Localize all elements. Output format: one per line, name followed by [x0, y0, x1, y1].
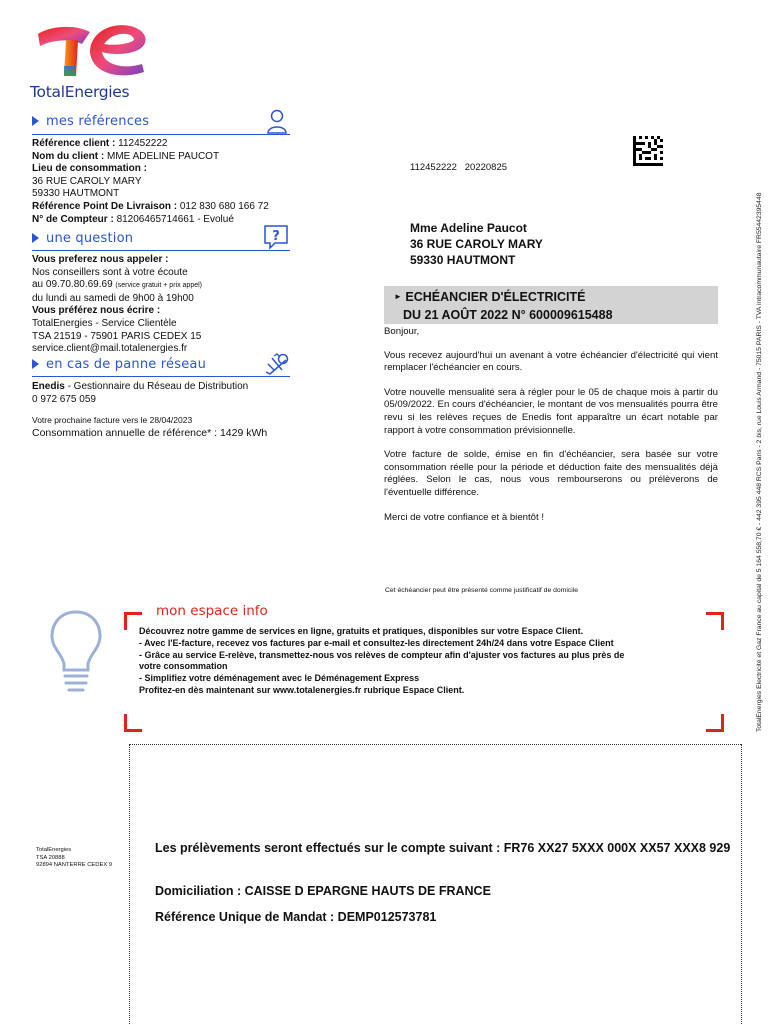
letter-paragraph-1: Vous recevez aujourd'hui un avenant à votre échéancier d'électricité qui vient remplacer l'échéancier en cours. [384, 349, 718, 374]
letter-paragraph-3: Votre facture de solde, émise en fin d'échéancier, sera basée sur votre consommation réelle pour la période et déduction faite des mensualités déjà réglées. Selon le cas, nous vous rembourserons ou prélèverons de l'éventuelle différence. [384, 449, 718, 498]
person-icon [266, 108, 288, 134]
meter-value: 81206465714661 - Evolué [116, 213, 234, 225]
return-address-line1: TotalEnergies [36, 847, 72, 853]
write-email: service.client@mail.totalenergies.fr [32, 343, 188, 355]
call-phone-note: (service gratuit + prix appel) [115, 282, 202, 290]
consumption-place-label: Lieu de consommation : [32, 163, 148, 175]
letter-paragraph-4: Merci de votre confiance et à bientôt ! [384, 511, 544, 523]
provider-phone: 0 972 675 059 [32, 393, 96, 405]
letter-paragraph-2: Votre nouvelle mensualité sera à régler pour le 05 de chaque mois à partir du 05/09/2022. En cours d'échéancier, le montant de vos mensualités pourra être revu si les relèves reçues de Enedis font apparaître un écart notable par rapport à votre consommation prévisionnelle. [384, 386, 718, 436]
schedule-banner [384, 286, 718, 324]
bank-mandate: Référence Unique de Mandat : DEMP012573781 [155, 910, 437, 924]
client-ref-label: Référence client : [32, 138, 116, 149]
brand-name: TotalEnergies [30, 83, 130, 101]
call-line1: Nos conseillers sont à votre écoute [32, 266, 188, 278]
espace-info-line5: Profitez-en dès maintenant sur www.totalenergies.fr rubrique Espace Client. [139, 684, 465, 695]
delivery-point-label: Référence Point De Livraison : [32, 200, 178, 212]
provider-name: Enedis [32, 381, 65, 392]
frame-corner-br [706, 714, 724, 732]
provider-desc: - Gestionnaire du Réseau de Distribution [64, 381, 249, 392]
question-title: une question [32, 231, 133, 246]
outage-title: en cas de panne réseau [32, 357, 206, 372]
question-divider [32, 250, 290, 251]
write-label: Vous préférez nous écrire : [32, 305, 161, 317]
references-title: mes références [32, 114, 149, 129]
annual-consumption: Consommation annuelle de référence* : 1429 kWh [32, 427, 268, 439]
return-address-line3: 92894 NANTERRE CEDEX 9 [36, 862, 113, 868]
client-ref-value: 112452222 [118, 138, 168, 149]
recipient-address [410, 220, 543, 268]
write-line2: TSA 21519 - 75901 PARIS CEDEX 15 [32, 330, 202, 342]
logo-swoosh-icon [30, 18, 155, 80]
frame-corner-bl [124, 714, 142, 732]
tear-line-vertical-right [741, 744, 742, 1024]
tear-line-vertical [129, 745, 130, 1024]
svg-text:?: ? [272, 229, 280, 244]
return-address [36, 847, 112, 870]
recipient-city: 59330 HAUTMONT [410, 253, 516, 267]
document-codes: 112452222 20220825 [410, 162, 508, 173]
totalenergies-logo [30, 18, 155, 100]
write-line1: TotalEnergies - Service Clientèle [32, 317, 177, 329]
outage-block [32, 381, 292, 406]
espace-info-line4: - Simplifiez votre déménagement avec le Déménagement Express [139, 673, 420, 684]
return-address-line2: TSA 20888 [36, 854, 65, 861]
meter-label: N° de Compteur : [32, 213, 114, 225]
question-block [32, 254, 292, 356]
delivery-point-value: 012 830 680 166 72 [179, 200, 269, 212]
bank-debit-line: Les prélèvements seront effectués sur le compte suivant : FR76 XX27 5XXX 000X XX57 XXX8 929 [155, 841, 731, 855]
outage-divider [32, 376, 290, 377]
consumption-address-line1: 36 RUE CAROLY MARY [32, 175, 142, 187]
espace-info-text [139, 626, 709, 697]
espace-info-line2: - Avec l'E-facture, recevez vos factures par e-mail et consultez-les directement 24h/24 dans votre Espace Client [139, 637, 614, 648]
banner-arrow-icon: ► [394, 292, 402, 301]
next-bill: Votre prochaine facture vers le 28/04/2023 [32, 415, 193, 425]
banner-title-line2: DU 21 AOÛT 2022 N° 600009615488 [403, 308, 613, 322]
espace-info-line3a: - Grâce au service E-relève, transmettez-nous vos relèves de compteur afin d'ajuster vos factures au plus près de [139, 649, 625, 660]
letter-greeting: Bonjour, [384, 326, 420, 337]
question-bubble-icon [263, 224, 289, 250]
references-divider [32, 134, 290, 135]
banner-title-line1: ECHÉANCIER D'ÉLECTRICITÉ [405, 290, 586, 304]
client-name-value: MME ADELINE PAUCOT [107, 150, 220, 162]
datamatrix-code-icon [633, 136, 663, 166]
client-name-label: Nom du client : [32, 150, 105, 162]
bank-domiciliation: Domiciliation : CAISSE D EPARGNE HAUTS DE FRANCE [155, 884, 491, 898]
triangle-icon [32, 359, 39, 369]
letter-footnote: Cet échéancier peut être présenté comme justificatif de domicile [385, 587, 579, 594]
recipient-street: 36 RUE CAROLY MARY [410, 237, 543, 251]
call-label: Vous preferez nous appeler : [32, 254, 169, 265]
legal-sidebar: TotalEnergies Electricité et Gaz France au capital de 5 164 558,70 € - 442 395 448 RCS Paris - 2 bis, rue Louis Armand - 75015 PARIS - TVA intracommunautaire FR55442395448 [756, 192, 763, 732]
tear-line-horizontal [129, 744, 741, 745]
references-block [32, 138, 292, 226]
espace-info-title: mon espace info [150, 603, 274, 619]
espace-info-line1: Découvrez notre gamme de services en ligne, gratuits et pratiques, disponibles sur votre Espace Client. [139, 626, 584, 636]
triangle-icon [32, 233, 39, 243]
espace-info-line3b: votre consommation [139, 661, 228, 672]
consumption-address-line2: 59330 HAUTMONT [32, 188, 120, 200]
recipient-name: Mme Adeline Paucot [410, 221, 527, 235]
lightbulb-icon [48, 608, 104, 700]
wrench-icon [264, 352, 290, 376]
call-hours: du lundi au samedi de 9h00 à 19h00 [32, 292, 194, 304]
triangle-icon [32, 116, 39, 126]
call-phone: au 09.70.80.69.69 [32, 279, 113, 291]
letter-body [384, 326, 718, 524]
